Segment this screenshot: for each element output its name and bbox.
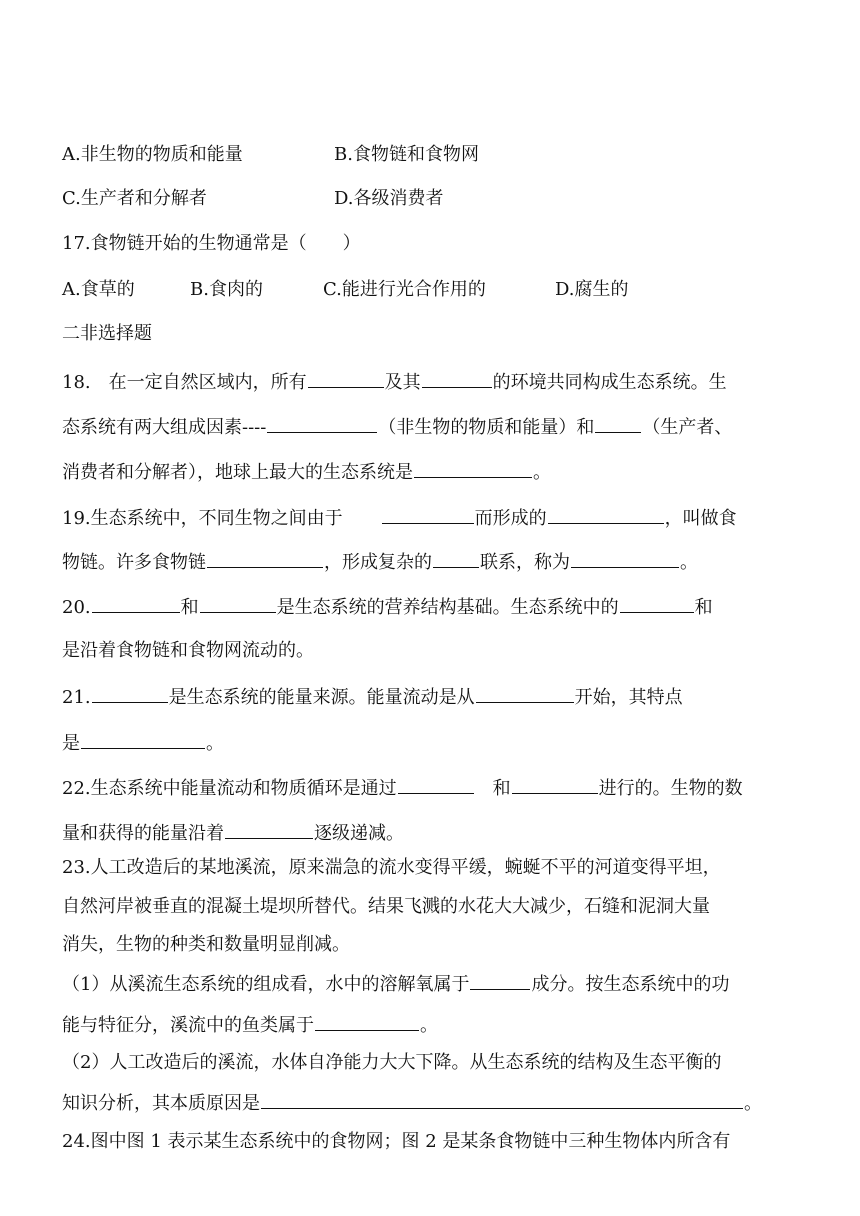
q17-options <box>62 278 802 302</box>
q23-blank-3[interactable] <box>261 1090 743 1109</box>
q19-text: 。 <box>680 552 698 573</box>
q21-text: 21. <box>62 687 91 708</box>
q16-option-b: B.食物链和食物网 <box>334 144 479 165</box>
q22-blank-1[interactable] <box>398 775 474 794</box>
q22-line-1 <box>62 775 802 801</box>
q18-line-3 <box>62 459 802 485</box>
q18-text: 18. 在一定自然区域内，所有 <box>62 372 307 393</box>
q22-text: 逐级递减。 <box>314 823 404 844</box>
q19-text: 19.生态系统中，不同生物之间由于 <box>62 508 343 529</box>
q20-line-2: 是沿着食物链和食物网流动的。 <box>62 640 314 661</box>
q23-line-2: 自然河岸被垂直的混凝土堤坝所替代。结果飞溅的水花大大减少，石缝和泥洞大量 <box>62 896 710 917</box>
q19-text: ，叫做食 <box>664 508 737 529</box>
q18-blank-1[interactable] <box>308 369 384 388</box>
q23-text: （1）从溪流生态系统的组成看，水中的溶解氧属于 <box>62 974 470 995</box>
q18-blank-4[interactable] <box>595 414 641 433</box>
q22-text: 和 <box>492 778 511 799</box>
q19-blank-5[interactable] <box>571 549 679 568</box>
q24-line-1: 24.图中图 1 表示某生态系统中的食物网；图 2 是某条食物链中三种生物体内所含有 <box>62 1131 731 1152</box>
q19-blank-2[interactable] <box>548 505 664 524</box>
q23-line-1: 23.人工改造后的某地溪流，原来湍急的流水变得平缓，蜿蜒不平的河道变得平坦， <box>62 857 721 878</box>
q18-text: 的环境共同构成生态系统。生 <box>492 372 727 393</box>
q18-text: （非生物的物质和能量）和 <box>378 417 595 438</box>
q17-option-c: C.能进行光合作用的 <box>323 279 486 300</box>
q17-stem: 17.食物链开始的生物通常是（ ） <box>62 233 361 254</box>
q23-part2-line-1: （2）人工改造后的溪流，水体自净能力大大下降。从生态系统的结构及生态平衡的 <box>62 1052 722 1073</box>
q22-blank-3[interactable] <box>225 820 313 839</box>
q18-blank-3[interactable] <box>267 414 377 433</box>
q20-blank-3[interactable] <box>620 594 694 613</box>
q23-text: 成分。按生态系统中的功 <box>531 974 730 995</box>
q23-text: 能与特征分，溪流中的鱼类属于 <box>62 1015 314 1036</box>
q21-text: 是生态系统的能量来源。能量流动是从 <box>168 687 475 708</box>
q23-part1-line-2 <box>62 1012 802 1038</box>
q20-blank-1[interactable] <box>92 594 180 613</box>
q23-line-3: 消失，生物的种类和数量明显削减。 <box>62 934 350 955</box>
q18-text: 态系统有两大组成因素---- <box>62 417 267 438</box>
q22-blank-2[interactable] <box>512 775 598 794</box>
q17-option-d: D.腐生的 <box>555 279 629 300</box>
q21-line-1 <box>62 684 802 710</box>
q16-options-row-2 <box>62 187 802 211</box>
q16-option-c: C.生产者和分解者 <box>62 188 207 209</box>
q18-line-1 <box>62 369 802 395</box>
q20-text: 和 <box>180 597 199 618</box>
q20-text: 20. <box>62 597 91 618</box>
q19-line-1 <box>62 505 802 531</box>
q18-line-2 <box>62 414 802 440</box>
q23-text: 知识分析，其本质原因是 <box>62 1093 260 1114</box>
q19-text: 而形成的 <box>474 508 547 529</box>
q23-blank-2[interactable] <box>315 1012 419 1031</box>
q23-part1-line-1 <box>62 971 802 997</box>
q23-text: 。 <box>744 1093 762 1114</box>
q19-blank-3[interactable] <box>207 549 323 568</box>
q19-blank-1[interactable] <box>382 505 474 524</box>
q20-text: 是生态系统的营养结构基础。生态系统中的 <box>276 597 619 618</box>
q20-text: 和 <box>694 597 713 618</box>
q21-blank-2[interactable] <box>476 684 574 703</box>
q19-line-2 <box>62 549 802 575</box>
q19-text: 物链。许多食物链 <box>62 552 206 573</box>
q22-text: 进行的。生物的数 <box>598 778 743 799</box>
q19-text: ，形成复杂的 <box>324 552 432 573</box>
q18-blank-2[interactable] <box>422 369 492 388</box>
q21-text: 开始，其特点 <box>574 687 683 708</box>
q20-line-1 <box>62 594 802 620</box>
q18-text: 。 <box>533 462 551 483</box>
q18-text: 消费者和分解者），地球上最大的生态系统是 <box>62 462 413 483</box>
q23-blank-1[interactable] <box>470 971 530 990</box>
q23-part2-line-2 <box>62 1090 802 1116</box>
q21-text: 是 <box>62 733 80 754</box>
q16-option-d: D.各级消费者 <box>334 188 444 209</box>
q19-blank-4[interactable] <box>433 549 479 568</box>
q19-text: 联系，称为 <box>480 552 570 573</box>
q21-blank-1[interactable] <box>92 684 168 703</box>
q21-text: 。 <box>206 733 224 754</box>
q16-options-row-1 <box>62 143 802 167</box>
q22-text: 22.生态系统中能量流动和物质循环是通过 <box>62 778 397 799</box>
q17-option-b: B.食肉的 <box>190 279 263 300</box>
q18-text: 及其 <box>384 372 421 393</box>
q17-option-a: A.食草的 <box>62 279 135 300</box>
q20-blank-2[interactable] <box>200 594 276 613</box>
q18-blank-5[interactable] <box>414 459 532 478</box>
q21-line-2 <box>62 730 802 756</box>
q18-text: （生产者、 <box>642 417 733 438</box>
q16-option-a: A.非生物的物质和能量 <box>62 144 243 165</box>
q22-text: 量和获得的能量沿着 <box>62 823 224 844</box>
section-title: 二非选择题 <box>62 323 152 344</box>
q23-text: 。 <box>420 1015 438 1036</box>
q22-line-2 <box>62 820 802 846</box>
q21-blank-3[interactable] <box>81 730 205 749</box>
